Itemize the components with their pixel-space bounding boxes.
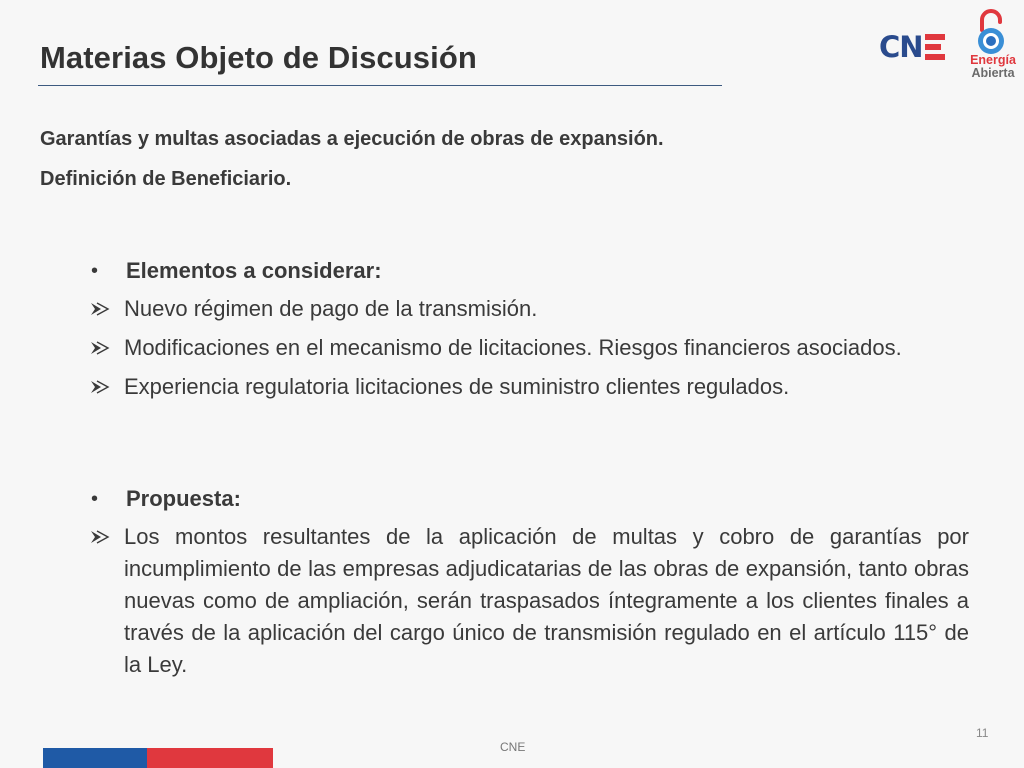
cne-logo-text: CN (879, 30, 923, 64)
section-elementos (89, 255, 969, 404)
list-item (89, 255, 969, 287)
section-heading: Elementos a considerar: (126, 258, 382, 283)
item-text: Los montos resultantes de la aplicación de multas y cobro de garantías por incumplimiento de las empresas adjudicatarias de las obras de expansión, tanto obras nuevas como de ampliación, serán traspasados íntegramente a los clientes finales a través de la aplicación del cargo único de transmisión regulado en el artículo 115° de la Ley. (124, 524, 969, 677)
subheading-garantias: Garantías y multas asociadas a ejecución de obras de expansión. (40, 128, 664, 150)
slide-title: Materias Objeto de Discusión (40, 40, 477, 75)
bullet-icon: • (91, 260, 99, 282)
list-item (89, 293, 969, 326)
cne-logo (879, 30, 945, 64)
title-underline (38, 85, 722, 86)
footer-bar-red (147, 748, 273, 768)
cne-logo-e-icon (925, 34, 945, 60)
bullet-icon: • (91, 488, 99, 510)
list-item (89, 483, 969, 515)
footer-text: CNE (500, 740, 526, 754)
section-propuesta (89, 483, 969, 681)
item-text: Modificaciones en el mecanismo de licitaciones. Riesgos financieros asociados. (124, 335, 902, 360)
subheading-beneficiario: Definición de Beneficiario. (40, 168, 292, 190)
list-item (89, 332, 969, 365)
list-item (89, 521, 969, 681)
open-padlock-icon (974, 8, 1008, 56)
arrow-bullet-icon (89, 371, 124, 404)
arrow-bullet-icon (89, 293, 124, 326)
page-number: 11 (976, 726, 989, 740)
energia-logo-line1: Energía (970, 53, 1016, 67)
footer-bar-blue (43, 748, 147, 768)
item-text: Nuevo régimen de pago de la transmisión. (124, 296, 538, 321)
section-heading: Propuesta: (126, 486, 241, 511)
item-text: Experiencia regulatoria licitaciones de suministro clientes regulados. (124, 374, 790, 399)
energia-abierta-logo (966, 54, 1020, 80)
list-item (89, 371, 969, 404)
arrow-bullet-icon (89, 332, 124, 365)
arrow-bullet-icon (89, 521, 124, 554)
energia-logo-line2: Abierta (971, 66, 1015, 80)
